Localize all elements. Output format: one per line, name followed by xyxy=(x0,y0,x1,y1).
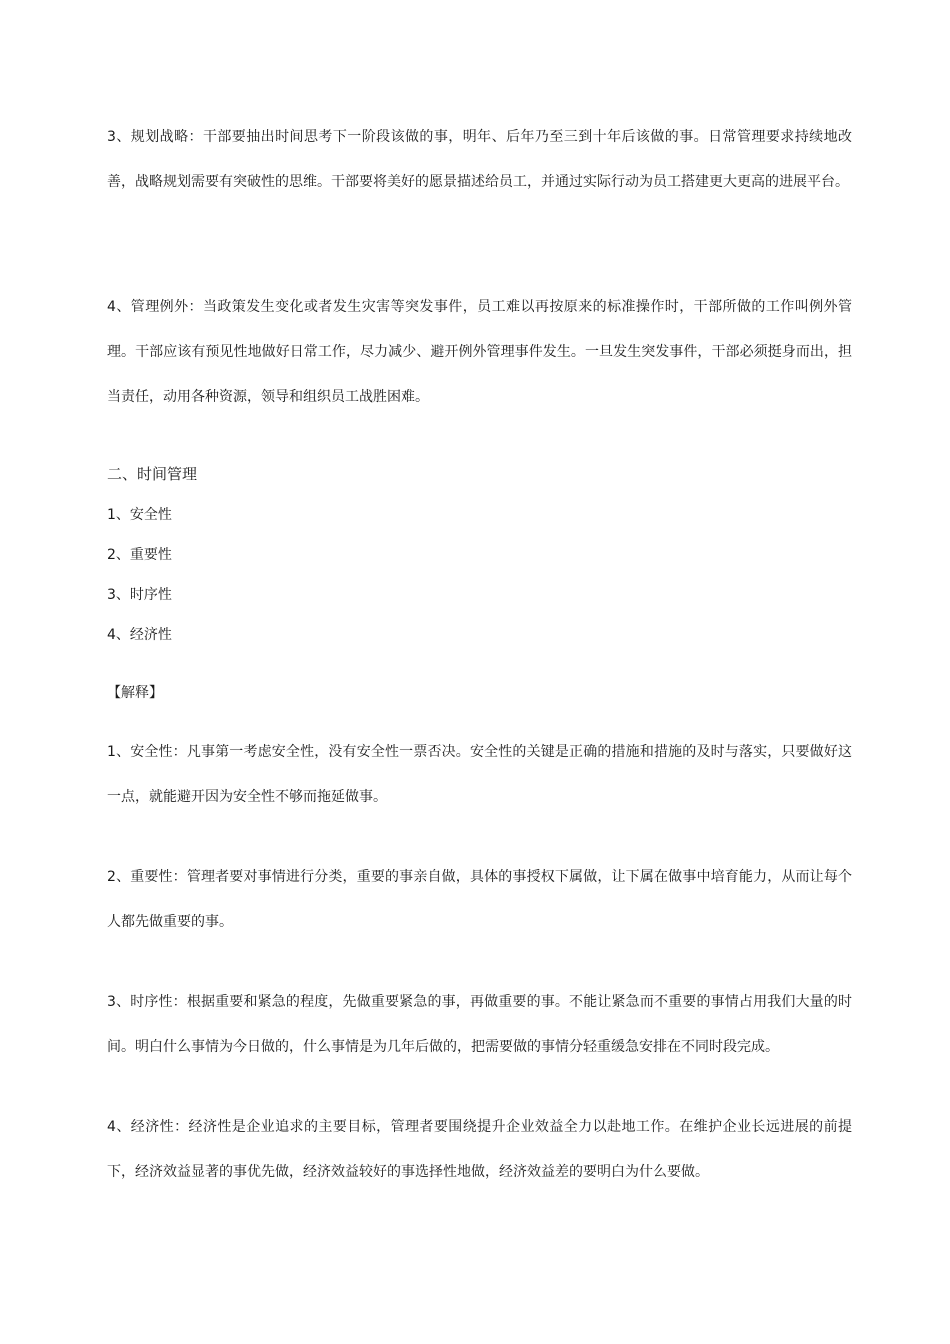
paragraph-plan-strategy: 3、规划战略：干部要抽出时间思考下一阶段该做的事，明年、后年乃至三到十年后该做的事。日常管理要求持续地改善，战略规划需要有突破性的思维。干部要将美好的愿景描述给员工，并通过实际行动为员工搭建更大更高的进展平台。 xyxy=(107,129,852,190)
paragraph-explain-safety: 1、安全性：凡事第一考虑安全性，没有安全性一票否决。安全性的关键是正确的措施和措施的及时与落实，只要做好这一点，就能避开因为安全性不够而拖延做事。 xyxy=(107,744,852,805)
list-item-safety: 1、安全性 xyxy=(107,507,172,523)
explain-label: 【解释】 xyxy=(107,685,163,701)
paragraph-explain-sequence: 3、时序性：根据重要和紧急的程度，先做重要紧急的事，再做重要的事。不能让紧急而不重要的事情占用我们大量的时间。明白什么事情为今日做的，什么事情是为几年后做的，把需要做的事情分轻重缓急安排在不同时段完成。 xyxy=(107,994,852,1055)
section-title-time-management: 二、时间管理 xyxy=(107,465,198,483)
list-item-sequence: 3、时序性 xyxy=(107,587,172,603)
paragraph-explain-importance: 2、重要性：管理者要对事情进行分类，重要的事亲自做，具体的事授权下属做，让下属在做事中培育能力，从而让每个人都先做重要的事。 xyxy=(107,869,852,930)
paragraph-manage-exception: 4、管理例外：当政策发生变化或者发生灾害等突发事件，员工难以再按原来的标准操作时，干部所做的工作叫例外管理。干部应该有预见性地做好日常工作，尽力减少、避开例外管理事件发生。一旦发生突发事件，干部必须挺身而出，担当责任，动用各种资源，领导和组织员工战胜困难。 xyxy=(107,299,852,405)
list-item-economy: 4、经济性 xyxy=(107,627,172,643)
paragraph-explain-economy: 4、经济性：经济性是企业追求的主要目标，管理者要围绕提升企业效益全力以赴地工作。在维护企业长远进展的前提下，经济效益显著的事优先做，经济效益较好的事选择性地做，经济效益差的要明白为什么要做。 xyxy=(107,1119,852,1180)
list-item-importance: 2、重要性 xyxy=(107,547,172,563)
